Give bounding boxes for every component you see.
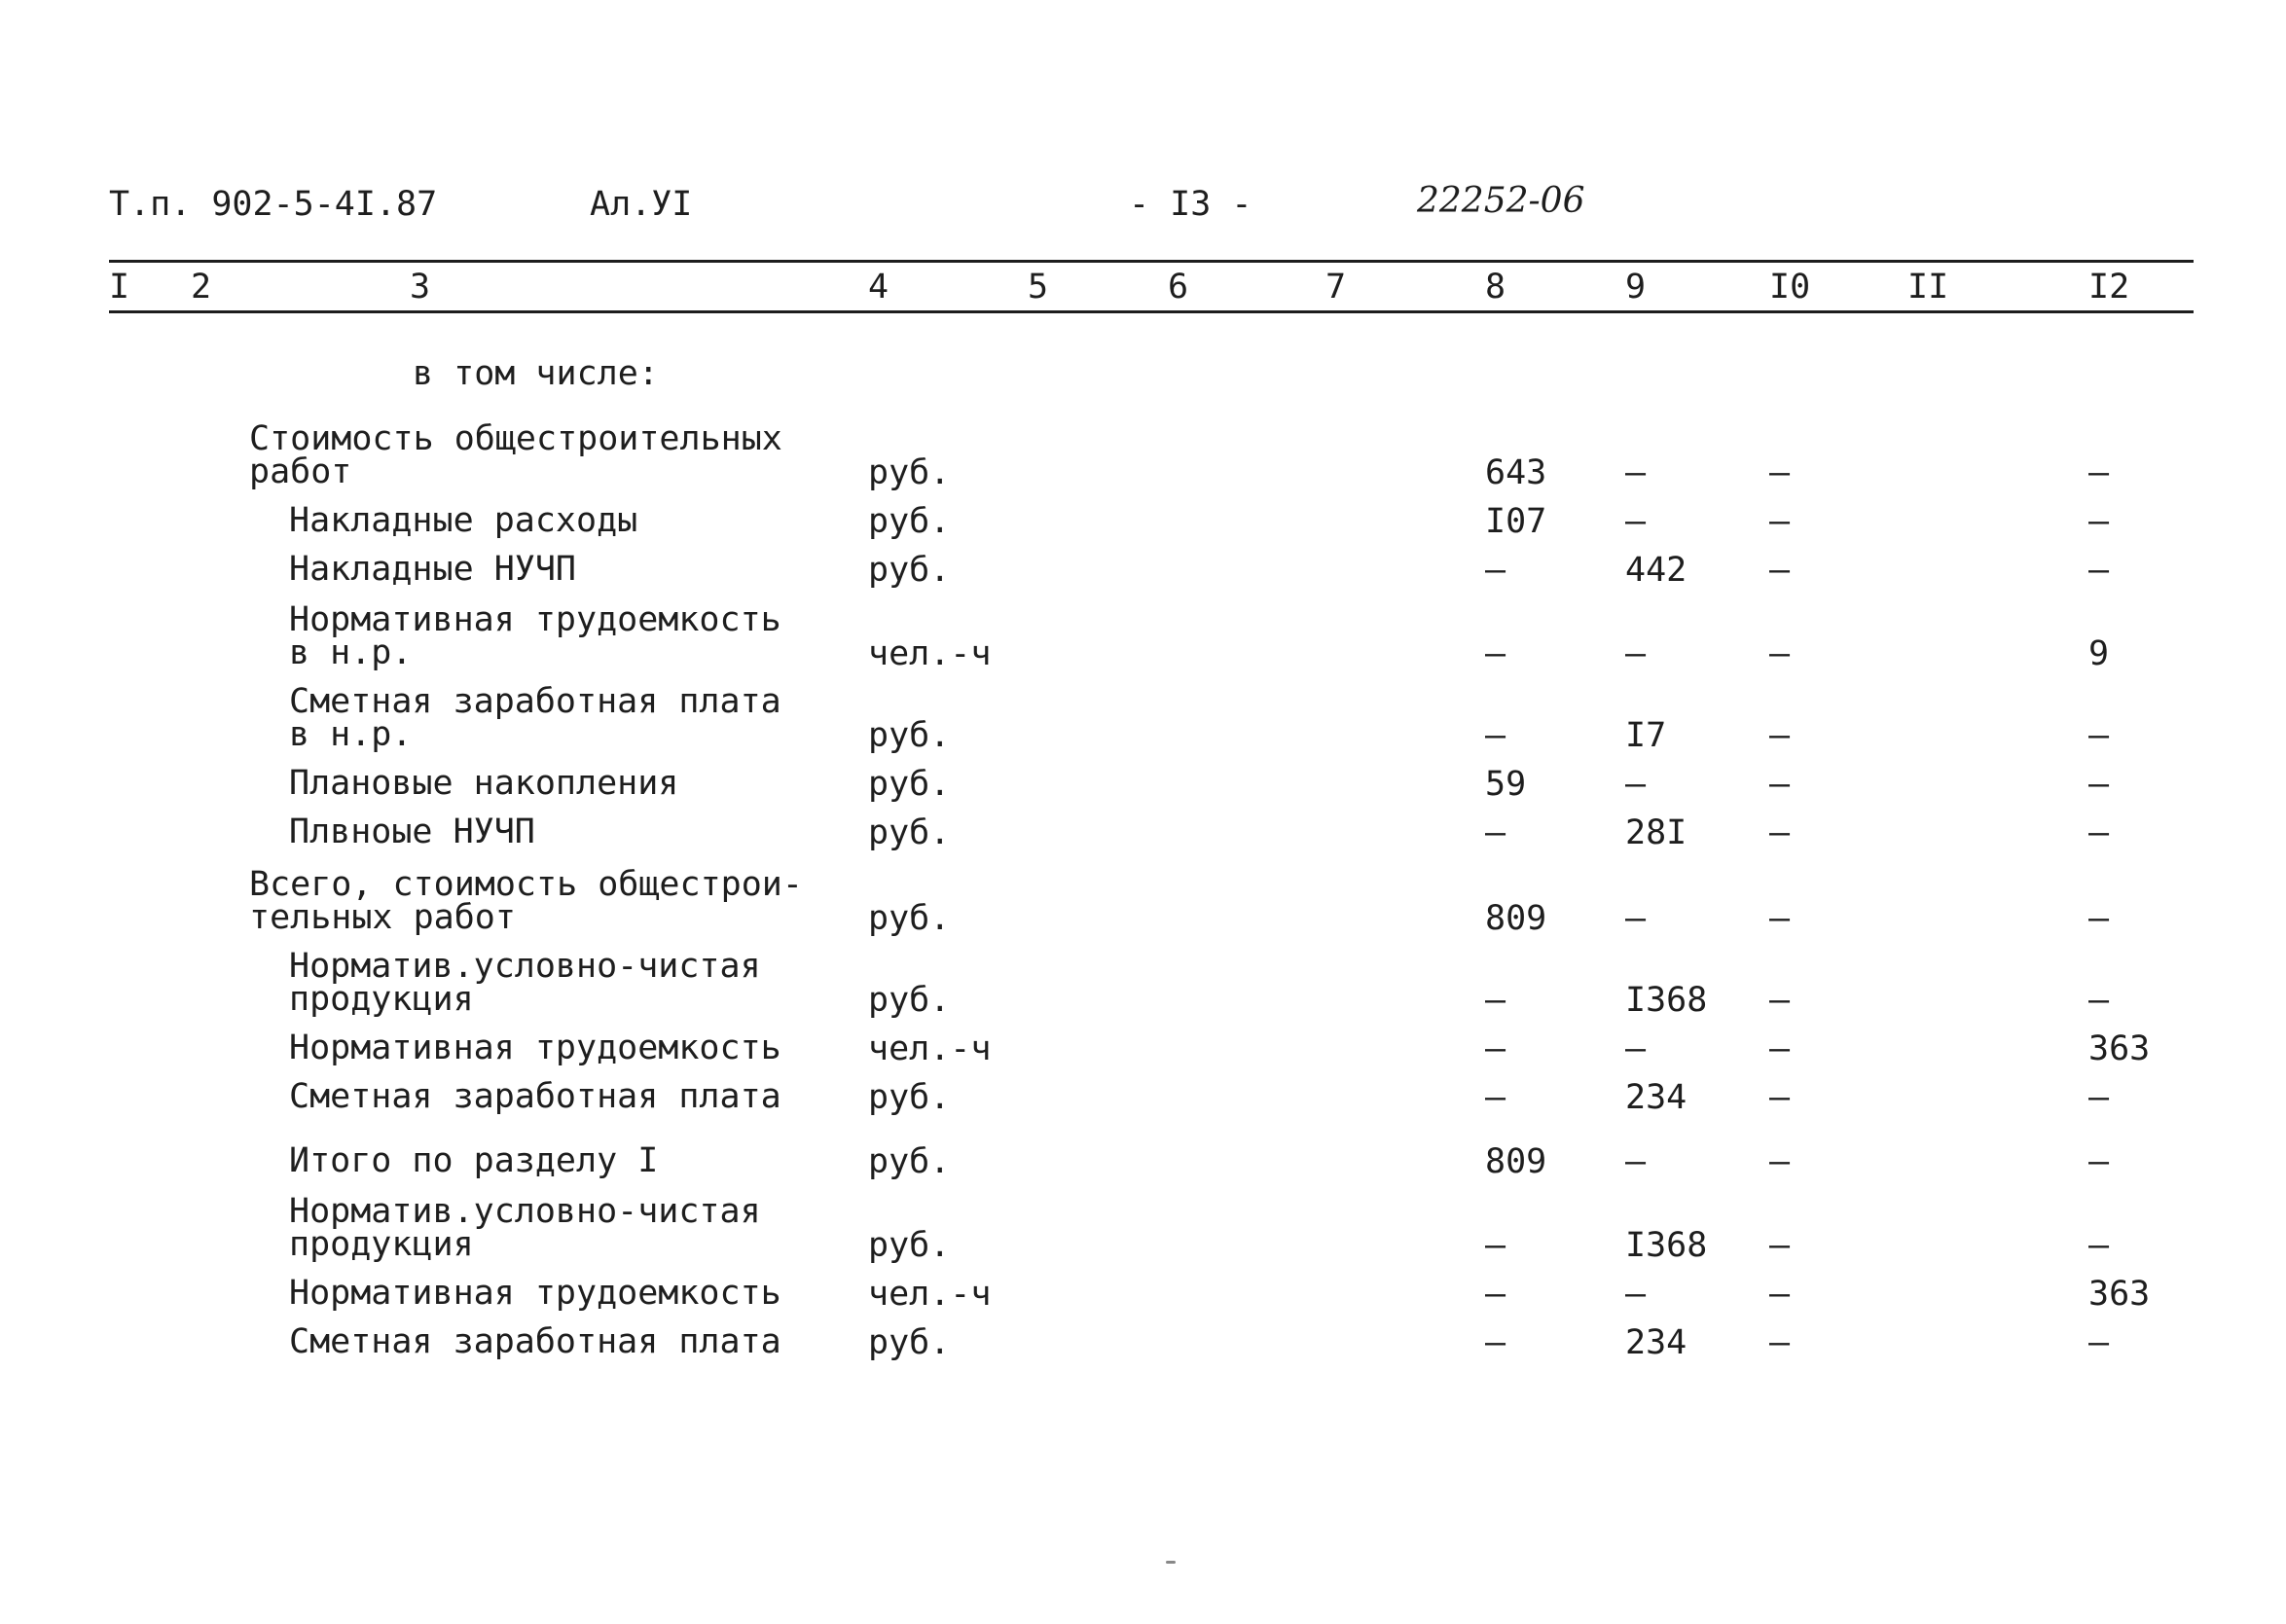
- row-label: Накладные расходы: [289, 501, 638, 540]
- value-cell-10: –: [1769, 1078, 1791, 1117]
- value-cell-9: I368: [1625, 981, 1708, 1020]
- value-cell-8: –: [1485, 1323, 1506, 1362]
- value-cell-10: –: [1769, 1275, 1791, 1314]
- value-cell-12: –: [2088, 765, 2110, 804]
- unit-cell: чел.-ч: [868, 1275, 992, 1314]
- column-number: I2: [2088, 268, 2130, 307]
- row-label: Норматив.условно-чистая продукция: [289, 1192, 761, 1264]
- value-cell-10: –: [1769, 716, 1791, 755]
- value-cell-9: –: [1625, 634, 1647, 673]
- unit-cell: руб.: [868, 1142, 951, 1181]
- value-cell-12: 363: [2088, 1029, 2151, 1068]
- value-cell-10: –: [1769, 502, 1791, 541]
- column-number: I0: [1769, 268, 1811, 307]
- row-label: Сметная заработная плата: [289, 1322, 781, 1361]
- value-cell-10: –: [1769, 1029, 1791, 1068]
- value-cell-9: –: [1625, 1275, 1647, 1314]
- column-number: I: [109, 268, 130, 307]
- value-cell-10: –: [1769, 551, 1791, 590]
- row-label: Накладные НУЧП: [289, 550, 577, 589]
- value-cell-10: –: [1769, 981, 1791, 1020]
- handwritten-number: 22252-06: [1417, 181, 1585, 221]
- value-cell-9: –: [1625, 1029, 1647, 1068]
- row-label: Всего, стоимость общестрои- тельных работ: [249, 865, 803, 937]
- column-number: 9: [1625, 268, 1647, 307]
- value-cell-9: –: [1625, 899, 1647, 938]
- value-cell-10: –: [1769, 765, 1791, 804]
- value-cell-9: 234: [1625, 1078, 1687, 1117]
- value-cell-9: –: [1625, 765, 1647, 804]
- unit-cell: руб.: [868, 1323, 951, 1362]
- value-cell-8: –: [1485, 1029, 1506, 1068]
- column-number: 2: [191, 268, 212, 307]
- value-cell-10: –: [1769, 1142, 1791, 1181]
- row-label: Норматив.условно-чистая продукция: [289, 947, 761, 1019]
- row-label: Итого по разделу I: [289, 1141, 659, 1180]
- value-cell-12: –: [2088, 1142, 2110, 1181]
- value-cell-12: –: [2088, 551, 2110, 590]
- unit-cell: руб.: [868, 765, 951, 804]
- value-cell-12: –: [2088, 1078, 2110, 1117]
- value-cell-9: 442: [1625, 551, 1687, 590]
- value-cell-8: –: [1485, 981, 1506, 1020]
- value-cell-8: 59: [1485, 765, 1527, 804]
- unit-cell: руб.: [868, 1078, 951, 1117]
- unit-cell: руб.: [868, 716, 951, 755]
- column-number: 3: [410, 268, 431, 307]
- value-cell-9: –: [1625, 453, 1647, 492]
- row-label: Нормативная трудоемкость: [289, 1029, 781, 1067]
- value-cell-9: 28I: [1625, 813, 1687, 852]
- scan-mark: [1166, 1561, 1176, 1564]
- unit-cell: руб.: [868, 551, 951, 590]
- value-cell-9: –: [1625, 1142, 1647, 1181]
- page-number: - I3 -: [1129, 185, 1252, 224]
- value-cell-8: 809: [1485, 1142, 1547, 1181]
- row-label: Плановые накопления: [289, 764, 679, 803]
- value-cell-12: –: [2088, 453, 2110, 492]
- column-number: II: [1907, 268, 1949, 307]
- value-cell-12: –: [2088, 716, 2110, 755]
- value-cell-12: –: [2088, 502, 2110, 541]
- row-label: Плвноые НУЧП: [289, 812, 535, 851]
- unit-cell: руб.: [868, 981, 951, 1020]
- value-cell-8: –: [1485, 716, 1506, 755]
- value-cell-10: –: [1769, 634, 1791, 673]
- value-cell-8: –: [1485, 551, 1506, 590]
- value-cell-12: –: [2088, 1323, 2110, 1362]
- value-cell-12: –: [2088, 981, 2110, 1020]
- value-cell-10: –: [1769, 1226, 1791, 1265]
- value-cell-10: –: [1769, 813, 1791, 852]
- unit-cell: чел.-ч: [868, 1029, 992, 1068]
- value-cell-8: –: [1485, 1078, 1506, 1117]
- unit-cell: чел.-ч: [868, 634, 992, 673]
- column-number: 8: [1485, 268, 1506, 307]
- value-cell-8: –: [1485, 1226, 1506, 1265]
- unit-cell: руб.: [868, 502, 951, 541]
- album-label: Ал.УI: [590, 185, 693, 224]
- value-cell-12: –: [2088, 1226, 2110, 1265]
- value-cell-9: 234: [1625, 1323, 1687, 1362]
- doc-code: Т.п. 902-5-4I.87: [109, 185, 438, 224]
- row-label: Сметная заработная плата в н.р.: [289, 682, 781, 754]
- value-cell-9: I368: [1625, 1226, 1708, 1265]
- value-cell-8: I07: [1485, 502, 1547, 541]
- section-title: в том числе:: [413, 354, 659, 393]
- row-label: Сметная заработная плата: [289, 1077, 781, 1116]
- column-number: 6: [1168, 268, 1189, 307]
- value-cell-10: –: [1769, 1323, 1791, 1362]
- value-cell-10: –: [1769, 453, 1791, 492]
- column-number: 5: [1028, 268, 1049, 307]
- value-cell-8: –: [1485, 813, 1506, 852]
- value-cell-12: –: [2088, 899, 2110, 938]
- unit-cell: руб.: [868, 453, 951, 492]
- unit-cell: руб.: [868, 899, 951, 938]
- row-label: Стоимость общестроительных работ: [249, 419, 782, 491]
- unit-cell: руб.: [868, 1226, 951, 1265]
- column-number: 7: [1325, 268, 1347, 307]
- value-cell-8: 643: [1485, 453, 1547, 492]
- row-label: Нормативная трудоемкость в н.р.: [289, 600, 781, 672]
- value-cell-9: –: [1625, 502, 1647, 541]
- value-cell-9: I7: [1625, 716, 1667, 755]
- value-cell-8: –: [1485, 634, 1506, 673]
- value-cell-10: –: [1769, 899, 1791, 938]
- value-cell-8: –: [1485, 1275, 1506, 1314]
- value-cell-12: 9: [2088, 634, 2110, 673]
- value-cell-12: –: [2088, 813, 2110, 852]
- row-label: Нормативная трудоемкость: [289, 1274, 781, 1313]
- value-cell-8: 809: [1485, 899, 1547, 938]
- column-number: 4: [868, 268, 889, 307]
- value-cell-12: 363: [2088, 1275, 2151, 1314]
- unit-cell: руб.: [868, 813, 951, 852]
